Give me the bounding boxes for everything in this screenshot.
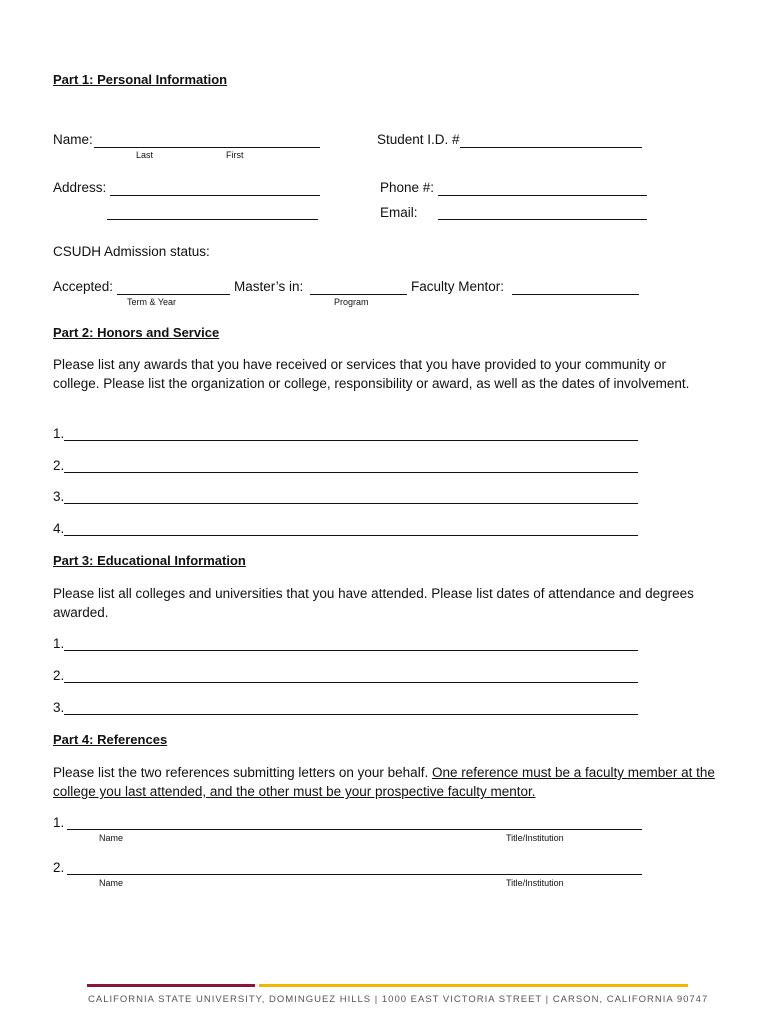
education-line-2[interactable] [64,682,638,683]
phone-field[interactable] [438,195,647,196]
part4-instructions-requirement: One reference must be a faculty member at the college you last attended, and the other must be your prospective faculty mentor. [53,765,715,799]
address-label: Address: [53,180,107,195]
part4-heading: Part 4: References [53,732,168,747]
last-name-hint: Last [136,150,154,160]
name-label: Name: [53,132,93,147]
first-name-hint: First [226,150,244,160]
email-label: Email: [380,205,418,220]
part1-heading: Part 1: Personal Information [53,72,228,87]
faculty-mentor-label: Faculty Mentor: [411,279,505,294]
program-hint: Program [334,297,369,307]
reference-name-hint: Name [99,833,124,843]
reference-name-hint: Name [99,878,124,888]
email-field[interactable] [438,219,647,220]
reference-title-hint: Title/Institution [506,878,564,888]
reference-item-number: 2. [53,860,65,875]
education-item-number: 1. [53,636,65,651]
honors-line-3[interactable] [64,503,638,504]
part2-heading: Part 2: Honors and Service [53,325,220,340]
name-field[interactable] [94,147,320,148]
part3-instructions: Please list all colleges and universities that you have attended. Please list dates of attendance and degrees awarded. [53,586,694,620]
term-year-hint: Term & Year [127,297,177,307]
education-line-1[interactable] [64,650,638,651]
admission-status-label: CSUDH Admission status: [53,244,210,259]
masters-field[interactable] [310,294,407,295]
honors-item-number: 2. [53,458,65,473]
reference-title-hint: Title/Institution [506,833,564,843]
education-item-number: 3. [53,700,65,715]
student-id-field[interactable] [460,147,642,148]
honors-item-number: 3. [53,489,65,504]
accepted-label: Accepted: [53,279,114,294]
honors-item-number: 4. [53,521,65,536]
address-field-line1[interactable] [110,195,320,196]
footer-gold-bar [259,984,688,987]
honors-item-number: 1. [53,426,65,441]
accepted-field[interactable] [117,294,230,295]
phone-label: Phone #: [380,180,435,195]
reference-line-2[interactable] [67,874,642,875]
footer-maroon-bar [87,984,255,987]
address-field-line2[interactable] [107,219,318,220]
part4-instructions [53,763,718,801]
education-line-3[interactable] [64,714,638,715]
reference-line-1[interactable] [67,829,642,830]
honors-line-4[interactable] [64,535,638,536]
reference-item-number: 1. [53,815,65,830]
student-id-label: Student I.D. # [377,132,460,147]
part4-instructions-text: Please list the two references submitting letters on your behalf. [53,765,432,780]
part2-instructions: Please list any awards that you have received or services that you have provided to your community or college. Please list the organization or college, responsibility or award, as well as the dates of involvement. [53,357,690,391]
education-item-number: 2. [53,668,65,683]
faculty-mentor-field[interactable] [512,294,639,295]
part3-heading: Part 3: Educational Information [53,553,246,568]
masters-label: Master’s in: [234,279,304,294]
honors-line-2[interactable] [64,472,638,473]
footer-address: CALIFORNIA STATE UNIVERSITY, DOMINGUEZ HILLS | 1000 EAST VICTORIA STREET | CARSON, CALIFORNIA 90747 [88,994,709,1005]
honors-line-1[interactable] [64,440,638,441]
